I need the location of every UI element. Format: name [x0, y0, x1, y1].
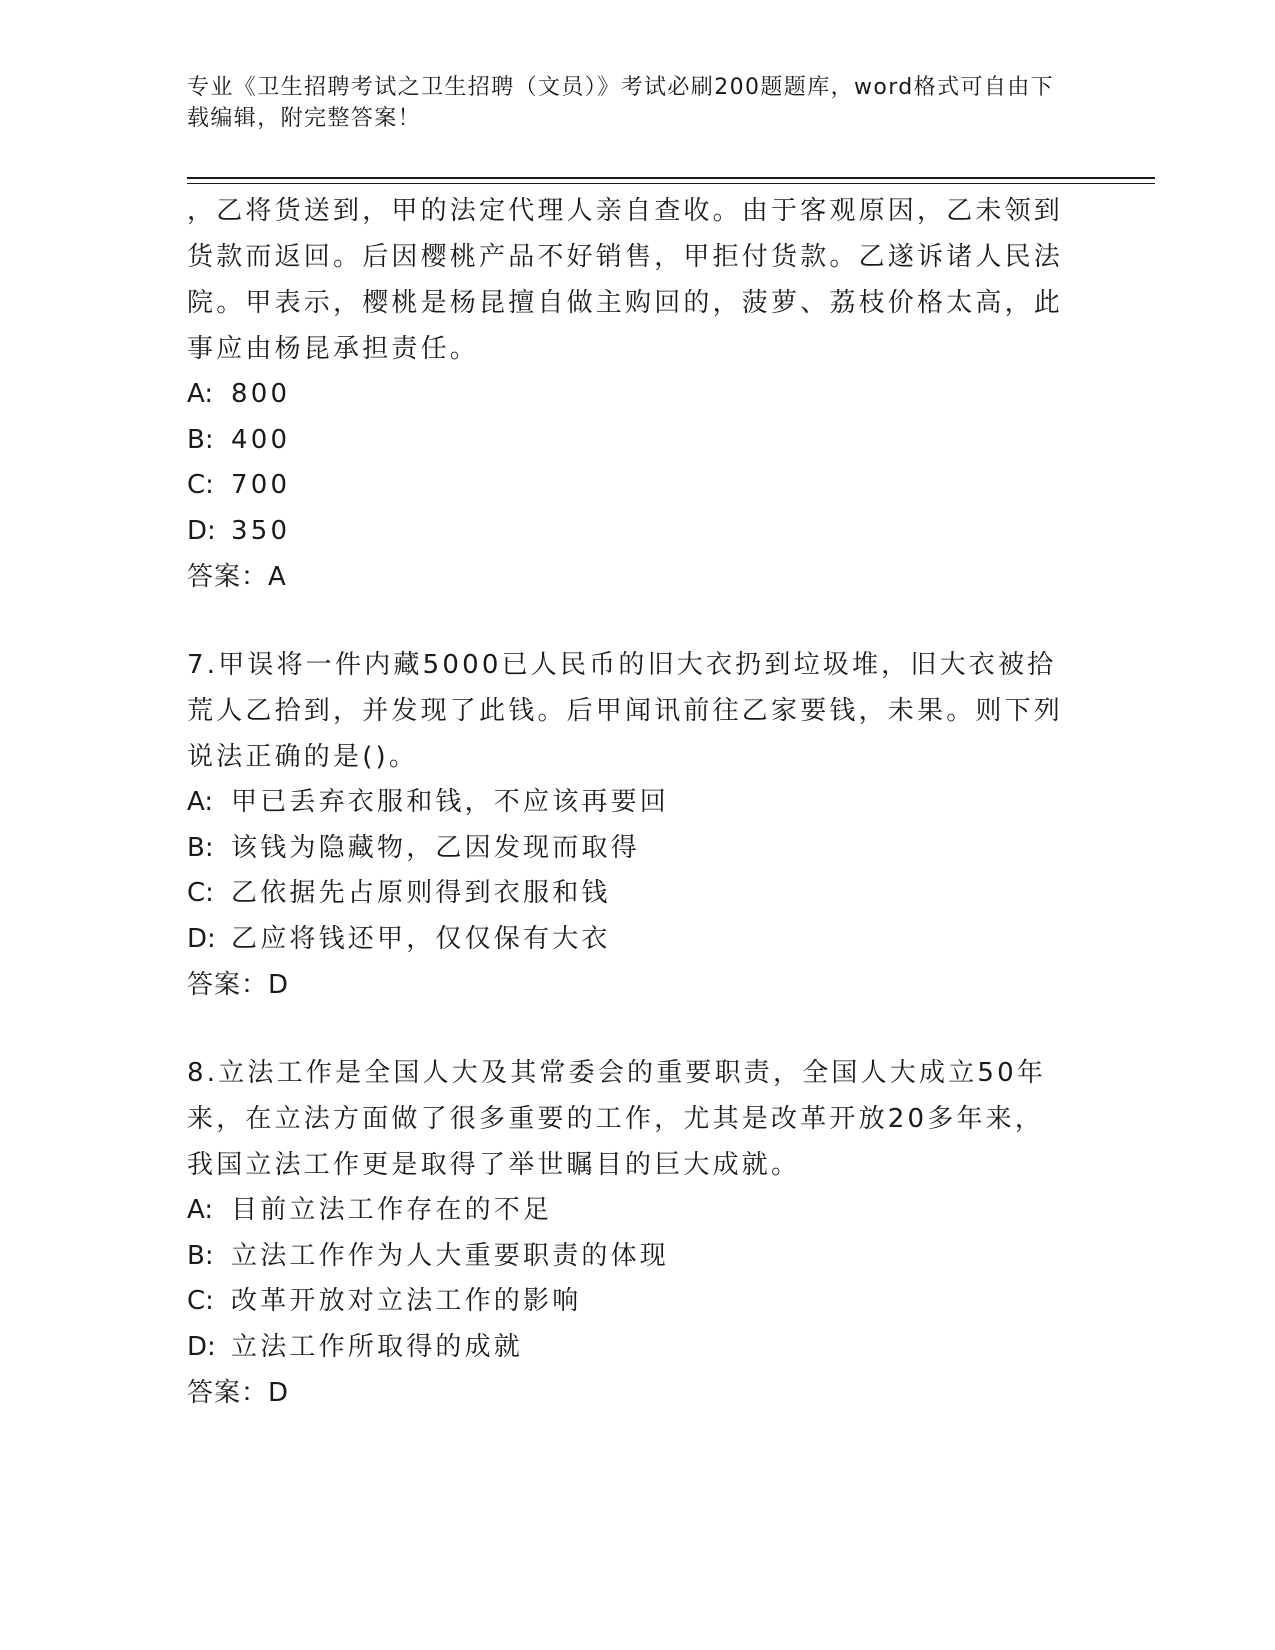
question-stem: 7.甲误将一件内藏5000已人民币的旧大衣扔到垃圾堆，旧大衣被拾荒人乙拾到，并发现了此钱。后甲闻讯前往乙家要钱，未果。则下列说法正确的是()。 — [187, 650, 1064, 772]
option-text: 该钱为隐藏物，乙因发现而取得 — [231, 832, 640, 863]
question-block-8 — [187, 1050, 1067, 1416]
option-letter: A: — [187, 1195, 214, 1225]
option-letter: C: — [187, 1286, 214, 1316]
option-b — [187, 418, 1067, 464]
option-letter: C: — [187, 470, 214, 500]
option-text: 立法工作所取得的成就 — [231, 1331, 524, 1362]
answer-line: 答案：D — [187, 970, 290, 1000]
option-c — [187, 1279, 1067, 1325]
option-a — [187, 1188, 1067, 1234]
question-stem: 8.立法工作是全国人大及其常委会的重要职责，全国人大成立50年来，在立法方面做了很多重要的工作，尤其是改革开放20多年来，我国立法工作更是取得了举世瞩目的巨大成就。 — [187, 1058, 1047, 1180]
question-block-6 — [187, 188, 1067, 600]
block-spacer — [187, 1008, 1067, 1050]
option-text: 甲已丢弃衣服和钱，不应该再要回 — [231, 787, 670, 817]
option-letter: D: — [187, 1331, 216, 1362]
question-stem: ，乙将货送到，甲的法定代理人亲自查收。由于客观原因，乙未领到货款而返回。后因樱桃产品不好销售，甲拒付货款。乙遂诉诸人民法院。甲表示，樱桃是杨昆擅自做主购回的，菠萝、荔枝价格太高，此事应由杨昆承担责任。 — [187, 196, 1064, 364]
option-d — [187, 509, 1067, 555]
option-letter: B: — [187, 1240, 214, 1271]
option-c — [187, 463, 1067, 509]
option-text: 目前立法工作存在的不足 — [231, 1195, 553, 1225]
option-letter: D: — [187, 923, 216, 954]
option-letter: B: — [187, 424, 214, 455]
answer-line: 答案：A — [187, 562, 287, 592]
option-letter: B: — [187, 832, 214, 863]
question-content — [187, 188, 1067, 1416]
option-text: 700 — [231, 470, 291, 500]
option-text: 乙应将钱还甲，仅仅保有大衣 — [231, 923, 611, 954]
answer-line: 答案：D — [187, 1378, 290, 1408]
option-text: 800 — [231, 379, 291, 409]
option-c — [187, 871, 1067, 917]
option-a — [187, 780, 1067, 826]
document-header: 专业《卫生招聘考试之卫生招聘（文员）》考试必刷200题题库，word格式可自由下载编辑，附完整答案！ — [187, 75, 1055, 131]
block-spacer — [187, 600, 1067, 642]
option-letter: D: — [187, 515, 216, 546]
question-block-7 — [187, 642, 1067, 1008]
option-text: 改革开放对立法工作的影响 — [231, 1286, 582, 1316]
option-d — [187, 1325, 1067, 1371]
option-text: 400 — [231, 424, 291, 455]
option-text: 立法工作作为人大重要职责的体现 — [231, 1240, 670, 1271]
option-letter: A: — [187, 379, 214, 409]
option-text: 乙依据先占原则得到衣服和钱 — [231, 878, 611, 908]
header-rule-thick — [187, 177, 1155, 179]
option-a — [187, 372, 1067, 418]
header-rule-thin — [187, 183, 1155, 184]
option-b — [187, 826, 1067, 872]
option-letter: C: — [187, 878, 214, 908]
option-text: 350 — [231, 515, 291, 546]
option-b — [187, 1234, 1067, 1280]
option-letter: A: — [187, 787, 214, 817]
option-d — [187, 917, 1067, 963]
